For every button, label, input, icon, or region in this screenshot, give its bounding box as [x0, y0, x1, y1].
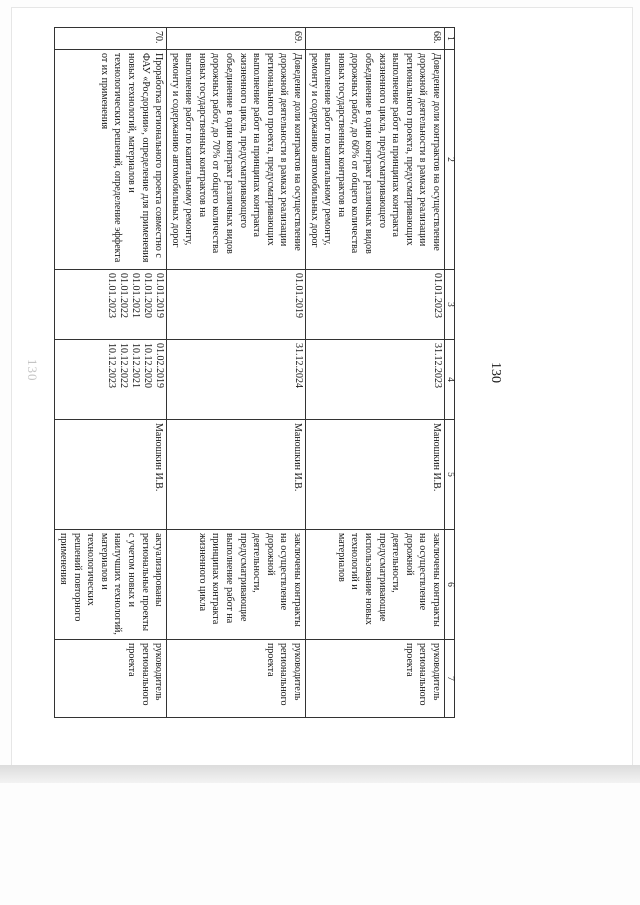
table-header-row: [445, 28, 455, 718]
expected-result: заключены контракты на осуществление дорожной деятельности, предусматривающие использование новых технологий и материалов: [306, 530, 445, 640]
header-cell: 4: [445, 340, 455, 420]
responsible-person: Маношкин И.В.: [306, 420, 445, 530]
table-row: [167, 28, 306, 718]
start-date: 01.01.2023: [306, 270, 445, 340]
plan-table: [54, 27, 455, 718]
responsible-person: Маношкин И.В.: [167, 420, 306, 530]
end-date: 31.12.2023: [306, 340, 445, 420]
start-dates: 01.01.2019 01.01.2020 01.01.2021 01.01.2022 01.01.2023: [55, 270, 167, 340]
responsible-role: руководитель регионального проекта: [167, 640, 306, 718]
start-date: 01.01.2019: [167, 270, 306, 340]
row-number: 68.: [306, 28, 445, 50]
header-cell: 6: [445, 530, 455, 640]
bleed-through-page-number: 130: [25, 359, 40, 382]
event-description: Доведение доли контрактов на осуществление дорожной деятельности в рамках реализации регионального проекта, предусматривающих выполнение работ на принципах контракта жизненного цикла, предусматривающего объединение в один контракт различных видов дорожных работ, до 60% от общего количества новых государственных контрактов на выполнение работ по капитальному ремонту, ремонту и содержанию автомобильных дорог: [306, 50, 445, 270]
expected-result: заключены контракты на осуществление дорожной деятельности, предусматривающие выполнение работ на принципах контракта жизненного цикла: [167, 530, 306, 640]
table-row: [306, 28, 445, 718]
expected-result: актуализированы региональные проекты с учетом новых и наилучших технологий, материалов и технологических решений повторного применения: [55, 530, 167, 640]
header-cell: 3: [445, 270, 455, 340]
row-number: 70.: [55, 28, 167, 50]
table-row: [55, 28, 167, 718]
header-cell: 1: [445, 28, 455, 50]
event-description: Проработка регионального проекта совместно с ФАУ «Росдорнии», определение для применения новых технологий, материалов и технологических решений, определение эффекта от их применения: [55, 50, 167, 270]
header-cell: 7: [445, 640, 455, 718]
end-date: 31.12.2024: [167, 340, 306, 420]
responsible-person: Маношкин И.В.: [55, 420, 167, 530]
header-cell: 2: [445, 50, 455, 270]
end-dates: 01.02.2019 10.12.2020 10.12.2021 10.12.2022 10.12.2023: [55, 340, 167, 420]
row-number: 69.: [167, 28, 306, 50]
responsible-role: руководитель регионального проекта: [306, 640, 445, 718]
sheet-edge-shadow: [0, 765, 640, 783]
event-description: Доведение доли контрактов на осуществление дорожной деятельности в рамках реализации регионального проекта, предусматривающих выполнение работ на принципах контракта жизненного цикла, предусматривающего объединение в один контракт различных видов дорожных работ, до 70% от общего количества новых государственных контрактов на выполнение работ по капитальному ремонту, ремонту и содержанию автомобильных дорог: [167, 50, 306, 270]
responsible-role: руководитель регионального проекта: [55, 640, 167, 718]
rotated-document-content: [57, 27, 503, 717]
header-cell: 5: [445, 420, 455, 530]
page-number: 130: [488, 362, 503, 383]
